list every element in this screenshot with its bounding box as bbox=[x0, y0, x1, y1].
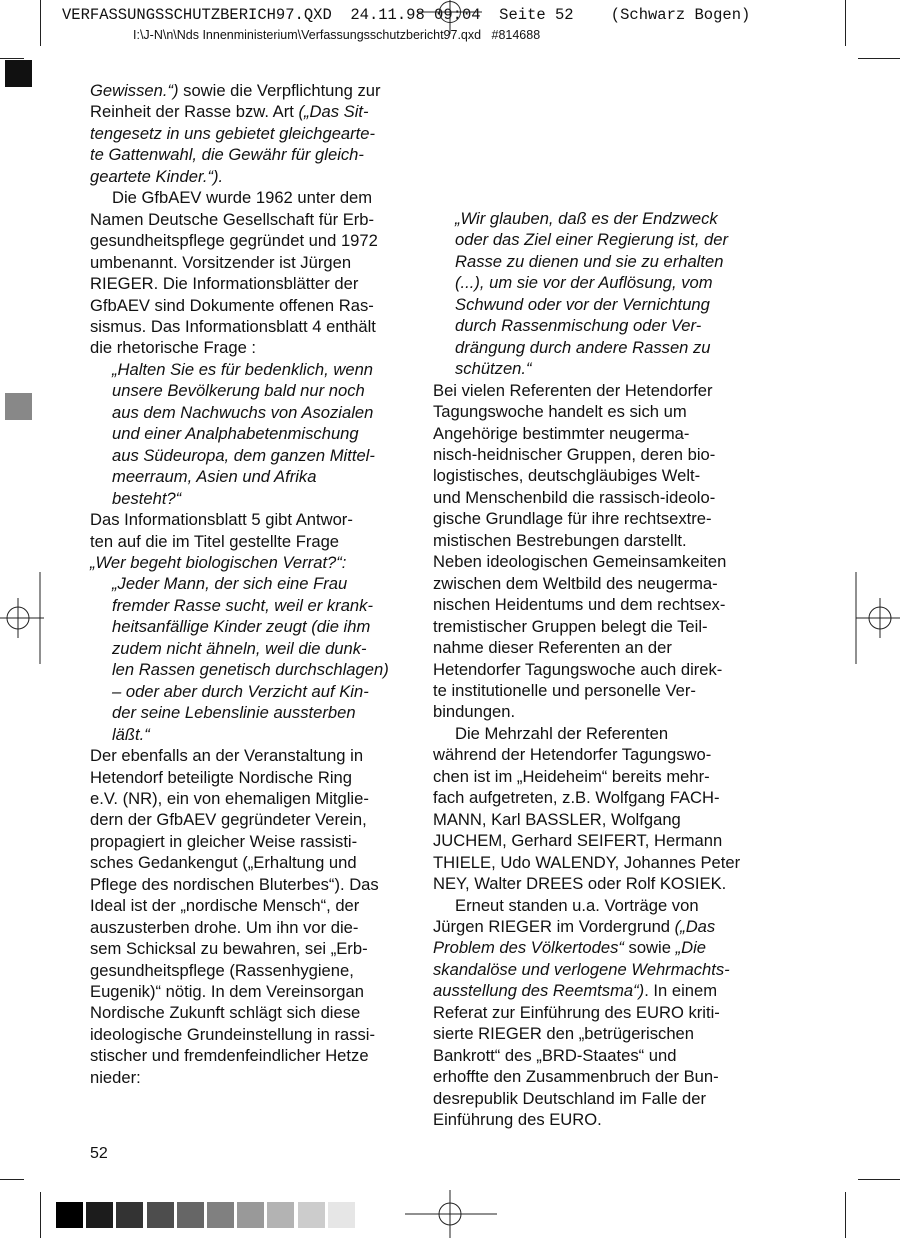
text-line bbox=[433, 852, 751, 873]
text-line bbox=[433, 444, 751, 465]
body-text: Die Mehrzahl der Referenten bbox=[455, 723, 669, 743]
text-line bbox=[433, 659, 751, 680]
text-line bbox=[433, 1088, 751, 1109]
italic-text: („Das Sit- bbox=[298, 102, 369, 122]
text-line bbox=[433, 616, 751, 637]
body-text: Hetendorfer Tagungswoche auch direk- bbox=[433, 659, 723, 679]
body-text: ten auf die im Titel gestellte Frage bbox=[90, 531, 340, 551]
registration-mark-left bbox=[0, 572, 44, 664]
crop-mark bbox=[0, 58, 24, 59]
text-line bbox=[90, 552, 408, 573]
text-line bbox=[90, 316, 408, 337]
italic-text: oder das Ziel einer Regierung ist, der bbox=[455, 230, 729, 250]
text-line bbox=[90, 101, 408, 122]
italic-text: tengesetz in uns gebietet gleichgearte- bbox=[90, 123, 376, 143]
italic-text: „Wir glauben, daß es der Endzweck bbox=[455, 209, 718, 228]
body-text: sowie bbox=[623, 938, 676, 958]
text-line bbox=[433, 980, 751, 1001]
text-line bbox=[433, 530, 751, 551]
body-text: RIEGER. Die Informationsblätter der bbox=[90, 274, 359, 294]
text-line bbox=[433, 208, 751, 229]
body-text: zwischen dem Weltbild des neugerma- bbox=[433, 573, 718, 593]
italic-text: geartete Kinder.“). bbox=[90, 166, 224, 186]
text-line bbox=[90, 209, 408, 230]
body-text: nieder: bbox=[90, 1067, 141, 1087]
text-line bbox=[433, 873, 751, 894]
text-line bbox=[90, 809, 408, 830]
page-number: 52 bbox=[90, 1145, 108, 1162]
italic-text: schützen.“ bbox=[455, 359, 532, 379]
text-line bbox=[90, 1045, 408, 1066]
text-line bbox=[90, 960, 408, 981]
body-text: gesundheitspflege (Rassenhygiene, bbox=[90, 960, 354, 980]
body-text: Einführung des EURO. bbox=[433, 1110, 602, 1130]
body-text: GfbAEV sind Dokumente offenen Ras- bbox=[90, 295, 374, 315]
crop-mark bbox=[858, 58, 900, 59]
text-line bbox=[433, 272, 751, 293]
italic-text: besteht?“ bbox=[112, 488, 182, 508]
text-line bbox=[90, 573, 408, 594]
italic-text: (...), um sie vor der Auflösung, vom bbox=[455, 273, 713, 293]
italic-text: heitsanfällige Kinder zeugt (die ihm bbox=[112, 617, 371, 637]
italic-text: unsere Bevölkerung bald nur noch bbox=[112, 381, 365, 401]
italic-text: „Die bbox=[675, 938, 707, 958]
text-line bbox=[90, 638, 408, 659]
gray-swatch bbox=[177, 1202, 204, 1228]
gray-swatch bbox=[147, 1202, 174, 1228]
body-text: Das Informationsblatt 5 gibt Antwor- bbox=[90, 510, 353, 530]
body-text: Ideal ist der „nordische Mensch“, der bbox=[90, 896, 360, 916]
text-line bbox=[433, 959, 751, 980]
text-line bbox=[433, 294, 751, 315]
gray-swatch bbox=[328, 1202, 355, 1228]
body-text: Bankrott“ des „BRD-Staates“ und bbox=[433, 1045, 677, 1065]
body-text: Der ebenfalls an der Veranstaltung in bbox=[90, 746, 364, 766]
italic-text: „Wer begeht biologischen Verrat?“: bbox=[90, 552, 347, 572]
text-line bbox=[90, 466, 408, 487]
slug-line: VERFASSUNGSSCHUTZBERICH97.QXD 24.11.98 09:04 Seite 52 (Schwarz Bogen) bbox=[62, 6, 751, 24]
body-text: tremistischer Gruppen belegt die Teil- bbox=[433, 616, 708, 636]
text-line bbox=[90, 767, 408, 788]
text-line bbox=[90, 874, 408, 895]
text-line bbox=[433, 680, 751, 701]
italic-text: drängung durch andere Rassen zu bbox=[455, 337, 711, 357]
body-text: sem Schicksal zu bewahren, sei „Erb- bbox=[90, 939, 368, 959]
crop-mark bbox=[40, 1192, 41, 1238]
body-text: nahme dieser Referenten an der bbox=[433, 638, 672, 658]
text-line bbox=[433, 723, 751, 744]
right-text-column bbox=[433, 208, 751, 1130]
italic-text: aus dem Nachwuchs von Asozialen bbox=[112, 402, 374, 422]
body-text: logistisches, deutschgläubiges Welt- bbox=[433, 466, 701, 486]
text-line bbox=[433, 465, 751, 486]
italic-text: Rasse zu dienen und sie zu erhalten bbox=[455, 251, 724, 271]
body-text: Reinheit der Rasse bzw. Art bbox=[90, 102, 299, 122]
text-line bbox=[433, 1002, 751, 1023]
text-line bbox=[433, 744, 751, 765]
body-text: Nordische Zukunft schlägt sich diese bbox=[90, 1003, 361, 1023]
text-line bbox=[90, 659, 408, 680]
body-text: sowie die Verpflichtung zur bbox=[178, 81, 381, 100]
text-line bbox=[433, 337, 751, 358]
text-line bbox=[433, 251, 751, 272]
body-text: die rhetorische Frage : bbox=[90, 338, 257, 358]
crop-mark bbox=[0, 1179, 24, 1180]
body-text: e.V. (NR), ein von ehemaligen Mitglie- bbox=[90, 788, 369, 808]
body-text: erhoffte den Zusammenbruch der Bun- bbox=[433, 1067, 719, 1087]
body-text: gische Grundlage für ihre rechtsextre- bbox=[433, 509, 712, 529]
body-text: Jürgen RIEGER im Vordergrund bbox=[433, 916, 675, 936]
text-line bbox=[433, 380, 751, 401]
text-line bbox=[90, 852, 408, 873]
gray-swatch bbox=[56, 1202, 83, 1228]
italic-text: der seine Lebenslinie aussterben bbox=[112, 703, 356, 723]
text-line bbox=[90, 402, 408, 423]
text-line bbox=[90, 445, 408, 466]
text-line bbox=[433, 229, 751, 250]
body-text: Hetendorf beteiligte Nordische Ring bbox=[90, 767, 352, 787]
text-line bbox=[90, 230, 408, 251]
text-line bbox=[433, 637, 751, 658]
italic-text: te Gattenwahl, die Gewähr für gleich- bbox=[90, 145, 364, 165]
text-line bbox=[90, 981, 408, 1002]
italic-text: „Halten Sie es für bedenklich, wenn bbox=[112, 359, 374, 379]
body-text: fach aufgetreten, z.B. Wolfgang FACH- bbox=[433, 788, 720, 808]
text-line bbox=[90, 616, 408, 637]
italic-text: len Rassen genetisch durchschlagen) bbox=[112, 660, 389, 680]
text-line bbox=[433, 1109, 751, 1130]
body-text: Erneut standen u.a. Vorträge von bbox=[455, 895, 699, 915]
body-text: Bei vielen Referenten der Hetendorfer bbox=[433, 380, 713, 400]
body-text: desrepublik Deutschland im Falle der bbox=[433, 1088, 707, 1108]
body-text: te institutionelle und personelle Ver- bbox=[433, 680, 696, 700]
text-line bbox=[90, 531, 408, 552]
crop-mark bbox=[40, 0, 41, 46]
text-line bbox=[433, 401, 751, 422]
body-text: und Menschenbild die rassisch-ideolo- bbox=[433, 487, 716, 507]
text-line bbox=[90, 938, 408, 959]
body-text: Eugenik)“ nötig. In dem Vereinsorgan bbox=[90, 982, 364, 1002]
text-line bbox=[90, 123, 408, 144]
gray-register-square bbox=[5, 393, 32, 420]
text-line bbox=[433, 358, 751, 379]
crop-mark bbox=[858, 1179, 900, 1180]
text-line bbox=[90, 187, 408, 208]
text-line bbox=[90, 166, 408, 187]
body-text: dern der GfbAEV gegründeter Verein, bbox=[90, 810, 367, 830]
left-text-column bbox=[90, 80, 408, 1088]
file-path-line: I:\J-N\n\Nds Innenministerium\Verfassungsschutzbericht97.qxd #814688 bbox=[133, 28, 541, 42]
body-text: ideologische Grundeinstellung in rassi- bbox=[90, 1024, 376, 1044]
text-line bbox=[433, 916, 751, 937]
body-text: sches Gedankengut („Erhaltung und bbox=[90, 853, 357, 873]
body-text: NEY, Walter DREES oder Rolf KOSIEK. bbox=[433, 874, 727, 894]
italic-text: – oder aber durch Verzicht auf Kin- bbox=[112, 681, 369, 701]
text-line bbox=[433, 895, 751, 916]
text-line bbox=[433, 423, 751, 444]
body-text: umbenannt. Vorsitzender ist Jürgen bbox=[90, 252, 352, 272]
text-line bbox=[90, 895, 408, 916]
gray-swatch bbox=[237, 1202, 264, 1228]
black-register-square bbox=[5, 60, 32, 87]
crop-mark bbox=[845, 1192, 846, 1238]
text-line bbox=[90, 488, 408, 509]
text-line bbox=[90, 380, 408, 401]
text-line bbox=[90, 724, 408, 745]
text-line bbox=[90, 509, 408, 530]
body-text: . In einem bbox=[644, 981, 718, 1001]
italic-text: („Das bbox=[674, 916, 716, 936]
text-line bbox=[433, 830, 751, 851]
italic-text: skandalöse und verlogene Wehrmachts- bbox=[433, 959, 730, 979]
body-text: Referat zur Einführung des EURO kriti- bbox=[433, 1002, 720, 1022]
registration-mark-top bbox=[418, 0, 482, 34]
body-text: gesundheitspflege gegründet und 1972 bbox=[90, 231, 378, 251]
text-line bbox=[433, 315, 751, 336]
body-text: chen ist im „Heideheim“ bereits mehr- bbox=[433, 766, 710, 786]
registration-mark-right bbox=[852, 572, 900, 664]
text-line bbox=[90, 1067, 408, 1088]
body-text: stischer und fremdenfeindlicher Hetze bbox=[90, 1046, 369, 1066]
body-text: Tagungswoche handelt es sich um bbox=[433, 402, 687, 422]
text-line bbox=[433, 573, 751, 594]
text-line bbox=[90, 831, 408, 852]
text-line bbox=[90, 295, 408, 316]
body-text: mistischen Bestrebungen darstellt. bbox=[433, 530, 687, 550]
gray-swatch bbox=[86, 1202, 113, 1228]
text-line bbox=[90, 595, 408, 616]
body-text: nischen Heidentums und dem rechtsex- bbox=[433, 595, 726, 615]
body-text: nisch-heidnischer Gruppen, deren bio- bbox=[433, 444, 716, 464]
text-line bbox=[90, 702, 408, 723]
italic-text: und einer Analphabetenmischung bbox=[112, 424, 359, 444]
text-line bbox=[90, 252, 408, 273]
text-line bbox=[433, 1066, 751, 1087]
gray-swatch bbox=[298, 1202, 325, 1228]
text-line bbox=[433, 701, 751, 722]
body-text: Pflege des nordischen Bluterbes“). Das bbox=[90, 874, 379, 894]
italic-text: Schwund oder vor der Vernichtung bbox=[455, 294, 710, 314]
body-text: sierte RIEGER den „betrügerischen bbox=[433, 1024, 695, 1044]
text-line bbox=[433, 594, 751, 615]
text-line bbox=[433, 487, 751, 508]
body-text: während der Hetendorfer Tagungswo- bbox=[433, 745, 712, 765]
body-text: THIELE, Udo WALENDY, Johannes Peter bbox=[433, 852, 741, 872]
text-line bbox=[90, 423, 408, 444]
italic-text: zudem nicht ähneln, weil die dunk- bbox=[112, 638, 367, 658]
body-text: auszusterben drohe. Um ihn vor die- bbox=[90, 917, 359, 937]
body-text: Angehörige bestimmter neugerma- bbox=[433, 423, 690, 443]
text-line bbox=[90, 1024, 408, 1045]
text-line bbox=[90, 745, 408, 766]
italic-text: läßt.“ bbox=[112, 724, 150, 744]
body-text: bindungen. bbox=[433, 702, 516, 722]
text-line bbox=[433, 508, 751, 529]
text-line bbox=[433, 1023, 751, 1044]
text-line bbox=[90, 273, 408, 294]
gray-swatch bbox=[116, 1202, 143, 1228]
italic-text: „Jeder Mann, der sich eine Frau bbox=[112, 574, 348, 594]
body-text: Die GfbAEV wurde 1962 unter dem bbox=[112, 188, 373, 208]
italic-text: durch Rassenmischung oder Ver- bbox=[455, 316, 702, 336]
body-text: MANN, Karl BASSLER, Wolfgang bbox=[433, 809, 681, 829]
gray-swatch bbox=[207, 1202, 234, 1228]
body-text: JUCHEM, Gerhard SEIFERT, Hermann bbox=[433, 831, 723, 851]
crop-mark bbox=[845, 0, 846, 46]
text-line bbox=[433, 809, 751, 830]
italic-text: aus Südeuropa, dem ganzen Mittel- bbox=[112, 445, 375, 465]
text-line bbox=[90, 917, 408, 938]
text-line bbox=[90, 80, 408, 101]
text-line bbox=[90, 337, 408, 358]
body-text: propagiert in gleicher Weise rassisti- bbox=[90, 831, 358, 851]
body-text: Neben ideologischen Gemeinsamkeiten bbox=[433, 552, 727, 572]
text-line bbox=[433, 551, 751, 572]
registration-mark-bottom bbox=[405, 1190, 497, 1238]
italic-text: fremder Rasse sucht, weil er krank- bbox=[112, 595, 373, 615]
text-line bbox=[433, 766, 751, 787]
body-text: Namen Deutsche Gesellschaft für Erb- bbox=[90, 209, 375, 229]
text-line bbox=[433, 787, 751, 808]
italic-text: ausstellung des Reemtsma“) bbox=[433, 981, 645, 1001]
text-line bbox=[433, 1045, 751, 1066]
body-text: sismus. Das Informationsblatt 4 enthält bbox=[90, 316, 376, 336]
text-line bbox=[90, 681, 408, 702]
text-line bbox=[90, 359, 408, 380]
text-line bbox=[90, 144, 408, 165]
text-line bbox=[90, 1002, 408, 1023]
text-line bbox=[433, 937, 751, 958]
text-line bbox=[90, 788, 408, 809]
gray-swatch bbox=[267, 1202, 294, 1228]
italic-text: Gewissen.“) bbox=[90, 81, 179, 100]
italic-text: meerraum, Asien und Afrika bbox=[112, 467, 317, 487]
italic-text: Problem des Völkertodes“ bbox=[433, 938, 624, 958]
